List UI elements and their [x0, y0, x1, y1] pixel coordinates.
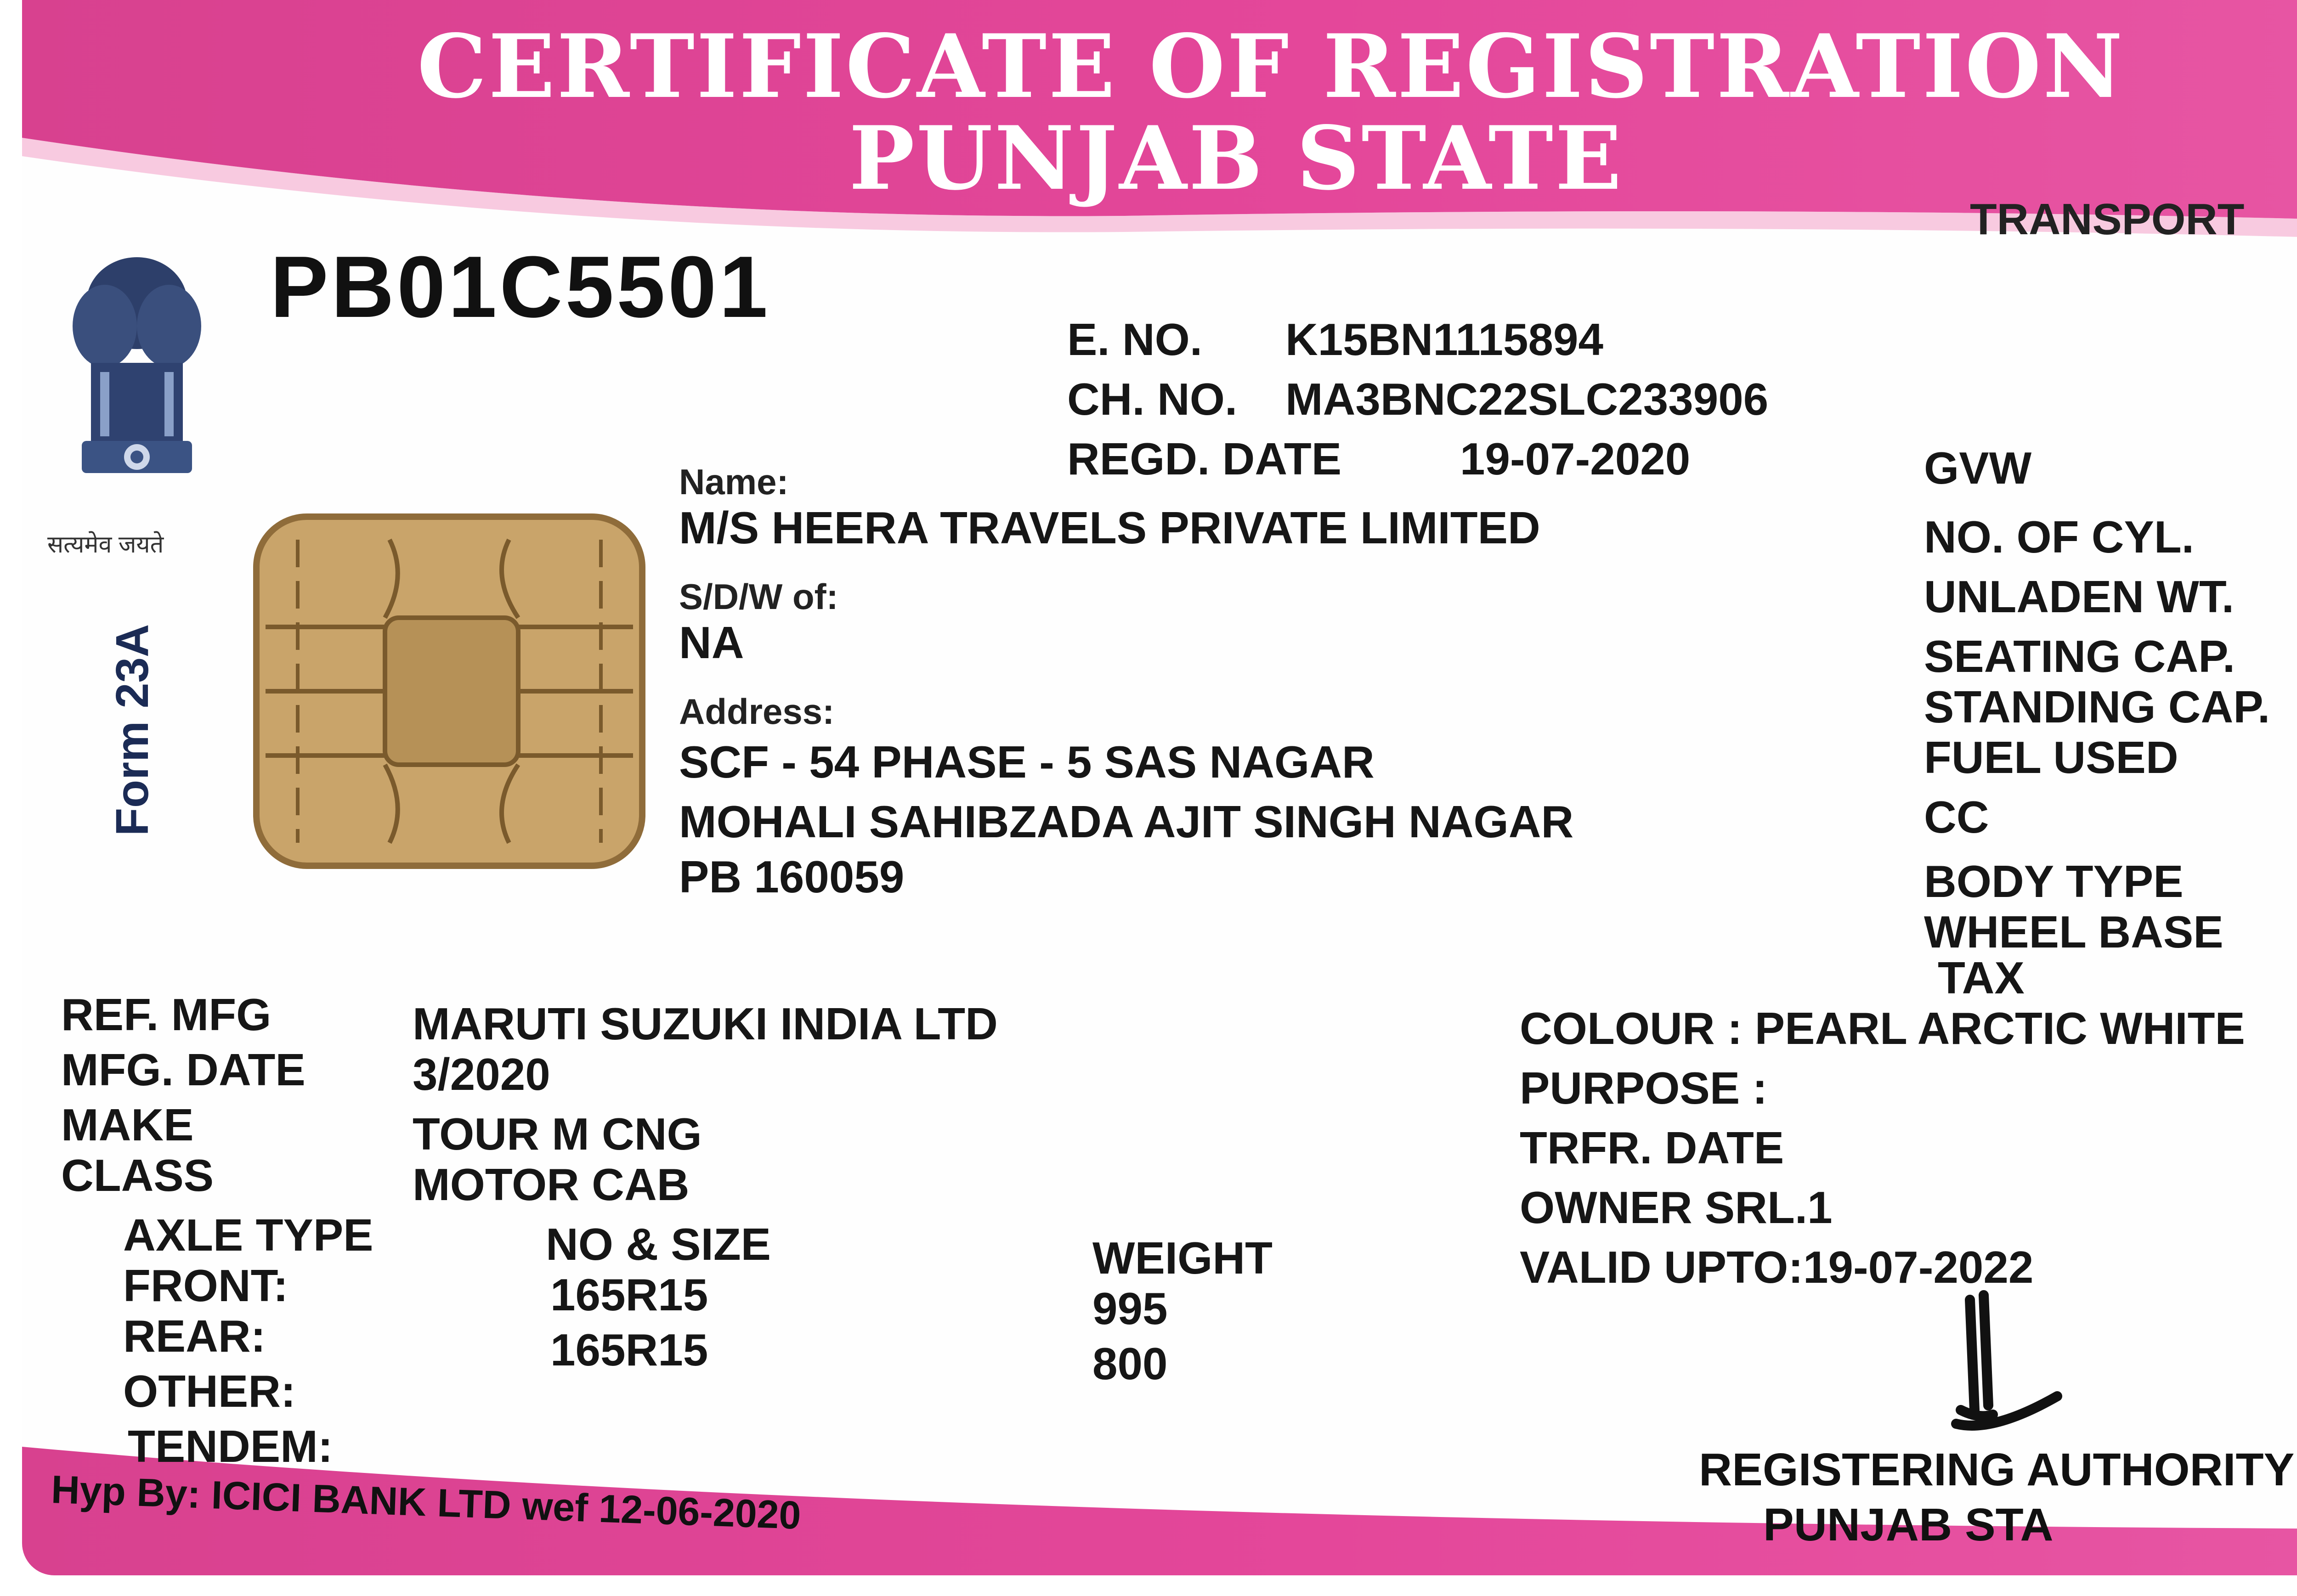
authority-line-2: PUNJAB STA — [1763, 1499, 2054, 1551]
wheel-base-label: WHEEL BASE — [1924, 907, 2223, 957]
category-label: TRANSPORT — [1970, 195, 2245, 244]
make-value: TOUR M CNG — [413, 1109, 702, 1159]
class-value: MOTOR CAB — [413, 1159, 690, 1210]
seating-cap-label: SEATING CAP. — [1924, 631, 2235, 682]
chassis-no-value: MA3BNC22SLC233906 — [1285, 374, 1769, 424]
national-emblem-icon — [59, 248, 215, 505]
purpose-field: PURPOSE : — [1520, 1063, 1768, 1113]
regd-date-label: REGD. DATE — [1067, 434, 1342, 484]
cylinders-label: NO. OF CYL. — [1924, 512, 2194, 562]
fuel-used-label: FUEL USED — [1924, 732, 2178, 783]
ref-mfg-label: REF. MFG — [61, 989, 272, 1040]
hypothecation-note: Hyp By: ICICI BANK LTD wef 12-06-2020 — [50, 1467, 802, 1538]
emblem-motto: सत्यमेव जयते — [47, 531, 164, 558]
registration-number: PB01C5501 — [270, 238, 771, 336]
rear-size-value: 165R15 — [550, 1325, 708, 1375]
axle-type-label: AXLE TYPE — [123, 1210, 373, 1260]
title-line-1: CERTIFICATE OF REGISTRATION — [417, 15, 2125, 118]
registration-card — [22, 0, 2297, 1575]
smart-chip-icon — [252, 512, 647, 870]
sdw-label: S/D/W of: — [679, 576, 838, 617]
signature-icon — [1929, 1281, 2103, 1465]
address-line-3: PB 160059 — [679, 852, 905, 902]
tax-label: TAX — [1938, 953, 2025, 1003]
engine-no-label: E. NO. — [1067, 314, 1203, 365]
owner-srl-field: OWNER SRL.1 — [1520, 1182, 1833, 1233]
cc-label: CC — [1924, 792, 1989, 842]
trfr-date-field: TRFR. DATE — [1520, 1122, 1784, 1173]
name-label: Name: — [679, 462, 789, 502]
address-line-2: MOHALI SAHIBZADA AJIT SINGH NAGAR — [679, 796, 1574, 847]
front-label: FRONT: — [123, 1260, 289, 1311]
mfg-date-label: MFG. DATE — [61, 1044, 306, 1095]
form-label: Form 23A — [107, 624, 158, 836]
mfg-date-value: 3/2020 — [413, 1049, 550, 1100]
valid-upto-field: VALID UPTO:19-07-2022 — [1520, 1242, 2034, 1292]
authority-line-1: REGISTERING AUTHORITY — [1699, 1444, 2295, 1495]
front-weight-value: 995 — [1092, 1283, 1168, 1334]
no-size-label: NO & SIZE — [546, 1219, 771, 1269]
ref-mfg-value: MARUTI SUZUKI INDIA LTD — [413, 998, 998, 1049]
standing-cap-label: STANDING CAP. — [1924, 682, 2270, 732]
tendem-label: TENDEM: — [128, 1421, 333, 1472]
weight-label: WEIGHT — [1092, 1233, 1273, 1283]
sdw-value: NA — [679, 617, 744, 668]
make-label: MAKE — [61, 1100, 194, 1150]
rear-label: REAR: — [123, 1311, 266, 1361]
front-size-value: 165R15 — [550, 1269, 708, 1320]
class-label: CLASS — [61, 1150, 214, 1201]
gvw-label: GVW — [1924, 443, 2032, 493]
title-line-2: PUNJAB STATE — [849, 107, 1624, 209]
address-label: Address: — [679, 691, 835, 732]
rear-weight-value: 800 — [1092, 1338, 1168, 1389]
other-label: OTHER: — [123, 1366, 296, 1416]
colour-field: COLOUR : PEARL ARCTIC WHITE — [1520, 1003, 2245, 1054]
address-line-1: SCF - 54 PHASE - 5 SAS NAGAR — [679, 737, 1375, 787]
unladen-weight-label: UNLADEN WT. — [1924, 571, 2235, 622]
regd-date-value: 19-07-2020 — [1460, 434, 1691, 484]
owner-name: M/S HEERA TRAVELS PRIVATE LIMITED — [679, 502, 1540, 553]
body-type-label: BODY TYPE — [1924, 856, 2184, 907]
engine-no-value: K15BN1115894 — [1285, 314, 1604, 365]
chassis-no-label: CH. NO. — [1067, 374, 1238, 424]
